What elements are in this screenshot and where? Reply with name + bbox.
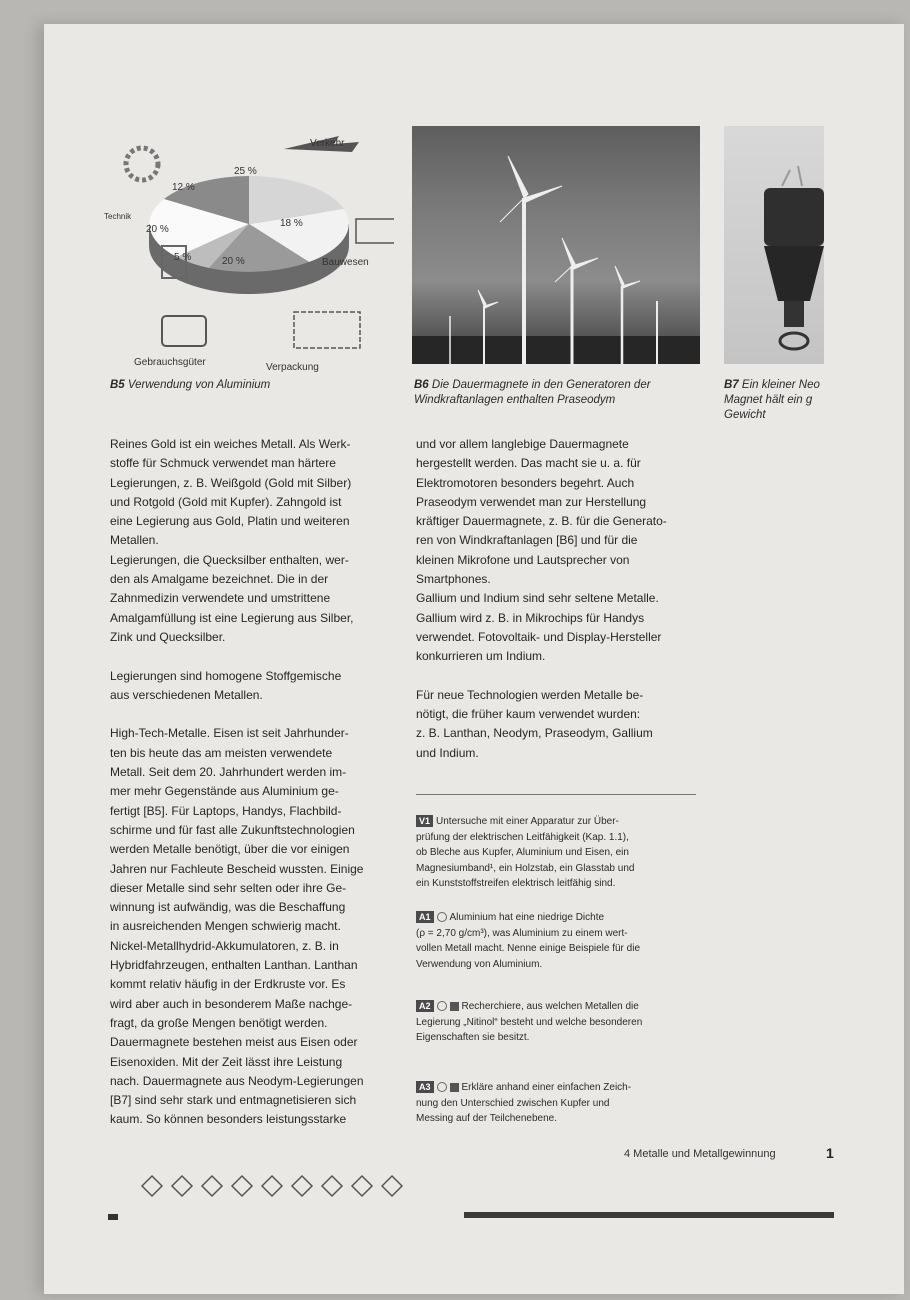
col2-line: Praseodym verwendet man zur Herstellung [416, 494, 647, 509]
task-a2 [416, 999, 716, 1046]
pie-value-18: 18 % [280, 218, 303, 229]
pie-value-25: 25 % [234, 166, 257, 177]
photo-b7-neodymium-magnet [724, 126, 824, 364]
col2-summary: nötigt, die früher kaum verwendet wurden: [416, 707, 641, 722]
col2-line: Smartphones. [416, 572, 491, 587]
task-a3-text: Erkläre anhand einer einfachen Zeich- [461, 1082, 632, 1093]
task-a2-line [416, 999, 716, 1015]
task-a2-text: Recherchiere, aus welchen Metallen die [461, 1001, 639, 1012]
col1-line: [B7] sind sehr stark und entmagnetisieren sich [110, 1093, 357, 1108]
col1-line: fertigt [B5]. Für Laptops, Handys, Flachbild- [110, 803, 342, 818]
col1-line: wird aber auch in besonderem Maße nachge- [110, 996, 353, 1011]
col1-line: mer mehr Gegenstände aus Aluminium ge- [110, 784, 339, 799]
pie-value-20a: 20 % [222, 256, 245, 267]
task-v1 [416, 814, 716, 892]
col1-line: kaum. So können besonders leistungsstarke [110, 1112, 347, 1127]
col1-line: Metallen. [110, 533, 159, 548]
task-a3-text: nung den Unterschied zwischen Kupfer und [416, 1097, 610, 1109]
task-a1-text: Aluminium hat eine niedrige Dichte [449, 912, 605, 923]
col2-summary: und Indium. [416, 745, 479, 760]
col2-line: ren von Windkraftanlagen [B6] und für die [416, 533, 638, 548]
col2-line: hergestellt werden. Das macht sie u. a. für [416, 456, 641, 471]
task-a1-line [416, 910, 716, 926]
col1-line: Zahnmedizin verwendete und umstrittene [110, 591, 331, 606]
caption-b7-line1 [724, 378, 844, 393]
task-v1-text: prüfung der elektrischen Leitfähigkeit (Kap. 1.1), [416, 831, 629, 843]
col1-line: Legierungen, die Quecksilber enthalten, wer- [110, 552, 349, 567]
label-technik: Technik [104, 212, 132, 221]
label-gebrauchsgueter: Gebrauchsgüter [134, 357, 206, 368]
col1-line: dieser Metalle sind sehr selten oder ihre Ge- [110, 880, 347, 895]
col2-line: Gallium und Indium sind sehr seltene Metalle. [416, 591, 659, 606]
task-a1-text: (ρ = 2,70 g/cm³), was Aluminium zu einem wert- [416, 927, 628, 939]
footer-rule-left [108, 1214, 118, 1220]
research-square-icon [450, 1002, 459, 1011]
col1-line: High-Tech-Metalle. Eisen ist seit Jahrhunder- [110, 726, 349, 741]
col2-summary: Für neue Technologien werden Metalle be- [416, 687, 644, 702]
label-bauwesen: Bauwesen [322, 257, 369, 268]
book-page [44, 24, 904, 1294]
building-icon [356, 219, 394, 243]
caption-b6-text2: Windkraftanlagen enthalten Praseodym [414, 394, 616, 406]
col1-line: Reines Gold ist ein weiches Metall. Als Werk- [110, 437, 351, 451]
col1-summary: aus verschiedenen Metallen. [110, 687, 263, 702]
col1-line: stoffe für Schmuck verwendet man härtere [110, 456, 336, 471]
pie-value-5: 5 % [174, 252, 192, 263]
label-verkehr: Verkehr [310, 138, 345, 149]
task-a2-text: Eigenschaften sie besitzt. [416, 1032, 530, 1043]
footer-rule-right [464, 1212, 834, 1218]
wind-turbines-illustration [412, 126, 700, 364]
pot-icon [162, 316, 206, 346]
col1-blank [110, 705, 410, 724]
col2-blank [416, 667, 716, 686]
footer-chapter: 4 Metalle und Metallgewinnung [624, 1148, 776, 1160]
col2-line: und vor allem langlebige Dauermagnete [416, 437, 629, 451]
task-a2-badge: A2 [416, 1000, 434, 1012]
photo-b6-wind-turbines [412, 126, 700, 364]
col1-line: Nickel-Metallhydrid-Akkumulatoren, z. B. in [110, 938, 339, 953]
col1-line: fragt, da große Mengen benötigt werden. [110, 1015, 328, 1030]
caption-b7-num: B7 [724, 379, 739, 391]
col1-line: Legierungen, z. B. Weißgold (Gold mit Silber) [110, 475, 352, 490]
col1-line: nach. Dauermagnete aus Neodym-Legierungen [110, 1073, 364, 1088]
difficulty-circle-icon [437, 1001, 447, 1011]
col1-line: ten bis heute das am meisten verwendete [110, 745, 333, 760]
caption-b6-num: B6 [414, 379, 429, 391]
caption-b7-text1: Ein kleiner Neo [741, 379, 820, 391]
col2-line: kleinen Mikrofone und Lautsprecher von [416, 552, 630, 567]
col1-line: Dauermagnete bestehen meist aus Eisen oder [110, 1035, 358, 1050]
text-column-left [110, 435, 410, 1130]
col2-line: Gallium wird z. B. in Mikrochips für Handys [416, 610, 645, 625]
task-a1-badge: A1 [416, 911, 434, 923]
task-v1-text: Magnesiumband¹, ein Holzstab, ein Glasstab und [416, 862, 635, 874]
task-a1-text: Verwendung von Aluminium. [416, 958, 543, 970]
hazard-diamonds-icon [140, 1174, 410, 1198]
col2-summary: z. B. Lanthan, Neodym, Praseodym, Gallium [416, 726, 653, 741]
difficulty-circle-icon [437, 1082, 447, 1092]
footer-page-number: 1 [826, 1145, 834, 1161]
task-v1-line [416, 814, 716, 830]
caption-b6-text1: Die Dauermagnete in den Generatoren der [431, 379, 651, 391]
col1-line: in ausreichenden Mengen schwierig macht. [110, 919, 341, 934]
col1-line: und Rotgold (Gold mit Kupfer). Zahngold ist [110, 494, 342, 509]
tasks-divider [416, 794, 696, 795]
col1-blank [110, 647, 410, 666]
task-a2-text: Legierung „Nitinol“ besteht und welche besonderen [416, 1016, 643, 1028]
pie-value-20b: 20 % [146, 224, 169, 235]
col1-line: eine Legierung aus Gold, Platin und weiteren [110, 514, 350, 529]
caption-b5 [110, 378, 270, 393]
text-column-right [416, 435, 716, 763]
pie-value-12: 12 % [172, 182, 195, 193]
col1-line: Eisenoxiden. Mit der Zeit lässt ihre Leistung [110, 1054, 343, 1069]
col1-line: winnung ist aufwändig, was die Beschaffung [110, 900, 346, 915]
col2-line: Elektromotoren besonders begehrt. Auch [416, 475, 635, 490]
task-v1-text: ob Bleche aus Kupfer, Aluminium und Eisen, ein [416, 847, 629, 858]
research-square-icon [450, 1083, 459, 1092]
task-v1-text: Untersuche mit einer Apparatur zur Über- [436, 816, 619, 827]
task-a1-text: vollen Metall macht. Nenne einige Beispiele für die [416, 943, 641, 954]
caption-b6 [414, 378, 704, 408]
col1-line: kommt relativ häufig in der Erdkruste vor. Es [110, 977, 346, 992]
col1-line: Amalgamfüllung ist eine Legierung aus Silber, [110, 610, 354, 625]
cans-icon [294, 312, 360, 348]
col1-summary: Legierungen sind homogene Stoffgemische [110, 668, 342, 683]
col1-line: den als Amalgame bezeichnet. Die in der [110, 572, 329, 587]
task-a3 [416, 1080, 716, 1127]
caption-b6-line1 [414, 378, 704, 393]
col1-line: Hybridfahrzeugen, enthalten Lanthan. Lanthan [110, 958, 358, 973]
label-verpackung: Verpackung [266, 362, 319, 373]
caption-b5-num: B5 [110, 379, 125, 391]
task-v1-badge: V1 [416, 815, 433, 827]
caption-b5-text: Verwendung von Aluminium [127, 379, 271, 391]
aluminium-pie-chart [104, 124, 394, 374]
task-a3-text: Messing auf der Teilchenebene. [416, 1113, 558, 1124]
col2-line: konkurrieren um Indium. [416, 649, 546, 664]
col1-line: Zink und Quecksilber. [110, 629, 226, 644]
caption-b7-text2: Magnet hält ein g [724, 394, 813, 406]
figure-b5 [104, 124, 394, 374]
caption-b7-text3: Gewicht [724, 409, 766, 421]
caption-b7 [724, 378, 844, 423]
col1-line: Jahren nur Fachleute Bescheid wussten. Einige [110, 861, 364, 876]
difficulty-circle-icon [437, 912, 447, 922]
task-a1 [416, 910, 716, 972]
col1-line: Metall. Seit dem 20. Jahrhundert werden im- [110, 765, 347, 780]
col2-line: verwendet. Fotovoltaik- und Display-Hersteller [416, 629, 662, 644]
col1-line: werden Metalle benötigt, über die vor einigen [110, 842, 350, 857]
col1-line: schirme und für fast alle Zukunftstechnologien [110, 822, 355, 837]
col2-line: kräftiger Dauermagnete, z. B. für die Generato- [416, 514, 667, 529]
task-a3-badge: A3 [416, 1081, 434, 1093]
gear-icon [126, 148, 158, 180]
hazard-pictograms [140, 1174, 410, 1203]
task-a3-line [416, 1080, 716, 1096]
task-v1-text: ein Kunststoffstreifen elektrisch leitfähig sind. [416, 878, 616, 889]
magnet-weight-illustration [724, 126, 824, 364]
